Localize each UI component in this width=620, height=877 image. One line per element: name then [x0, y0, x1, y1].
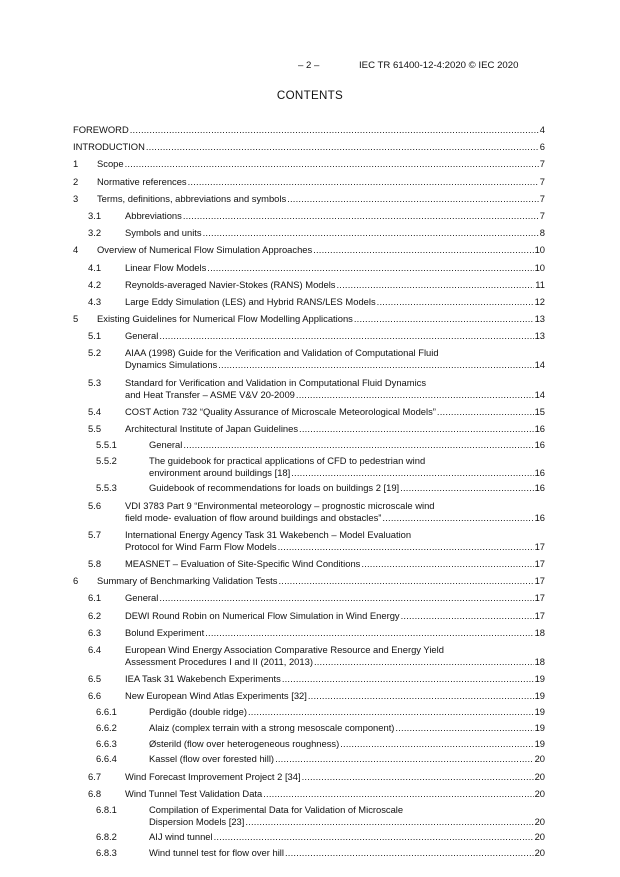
- toc-entry-text: [125, 330, 545, 342]
- toc-entry-text: [149, 831, 545, 843]
- dot-leader: [146, 141, 539, 153]
- toc-entry-page: 13: [534, 313, 545, 325]
- toc-entry-number: 5.8: [88, 557, 102, 569]
- toc-entry-title: Symbols and units: [125, 227, 202, 239]
- toc-entry-page: 16: [534, 482, 545, 494]
- toc-entry-number: 5.5.1: [96, 438, 117, 450]
- toc-entry[interactable]: [73, 788, 545, 800]
- toc-entry-text: [125, 500, 545, 524]
- toc-entry-title: FOREWORD: [73, 124, 129, 135]
- toc-entry-number: 6.8.2: [96, 831, 117, 843]
- toc-entry-page: 16: [534, 466, 545, 478]
- toc-entry-number: 6.5: [88, 673, 102, 685]
- toc-entry-page: 6: [539, 141, 545, 153]
- toc-entry-text: [149, 439, 545, 451]
- toc-entry[interactable]: [73, 847, 545, 859]
- toc-entry-page: 17: [534, 540, 545, 552]
- toc-entry-page: 7: [539, 158, 545, 170]
- toc-entry-title-continued: Dynamics Simulations: [125, 359, 218, 371]
- toc-entry-text: [97, 575, 545, 587]
- toc-entry[interactable]: [73, 193, 545, 205]
- toc-entry-number: 3: [73, 192, 79, 204]
- toc-entry-title: Scope: [97, 158, 124, 170]
- toc-entry-page: 17: [534, 557, 545, 569]
- dot-leader: [400, 482, 533, 494]
- toc-entry-title: Summary of Benchmarking Validation Tests: [97, 575, 278, 587]
- toc-entry[interactable]: [73, 575, 545, 587]
- toc-entry-title: VDI 3783 Part 9 “Environmental meteorology – prognostic microscale wind: [125, 499, 435, 511]
- toc-entry-title: Existing Guidelines for Numerical Flow Modelling Applications: [97, 313, 353, 325]
- toc-entry-text: [149, 738, 545, 750]
- toc-entry-number: 6.7: [88, 770, 102, 782]
- toc-entry[interactable]: [73, 439, 545, 451]
- toc-entry[interactable]: [73, 406, 545, 418]
- toc-entry-text: [125, 627, 545, 639]
- dot-leader: [205, 627, 533, 639]
- dot-leader: [287, 193, 539, 205]
- toc-entry[interactable]: [73, 627, 545, 639]
- toc-entry-text: [125, 558, 545, 570]
- toc-entry-text: [149, 455, 545, 479]
- toc-entry[interactable]: [73, 722, 545, 734]
- toc-entry[interactable]: [73, 831, 545, 843]
- toc-entry-text: [149, 804, 545, 828]
- dot-leader: [130, 124, 539, 136]
- toc-entry[interactable]: [73, 804, 545, 828]
- toc-entry-number: 6.4: [88, 643, 102, 655]
- toc-entry-number: 5.1: [88, 330, 102, 342]
- toc-entry[interactable]: [73, 482, 545, 494]
- dot-leader: [203, 227, 539, 239]
- toc-entry-number: 2: [73, 175, 79, 187]
- toc-entry-number: 5.5: [88, 423, 102, 434]
- toc-entry[interactable]: [73, 455, 545, 479]
- dot-leader: [159, 330, 533, 342]
- toc-entry-page: 20: [534, 753, 545, 765]
- toc-entry[interactable]: [73, 706, 545, 718]
- dot-leader: [263, 788, 533, 800]
- toc-entry-page: 10: [534, 244, 545, 256]
- dot-leader: [354, 313, 534, 325]
- toc-entry[interactable]: [73, 500, 545, 524]
- toc-entry-title: Perdigão (double ridge): [149, 706, 247, 718]
- toc-entry-page: 15: [534, 405, 545, 417]
- dot-leader: [183, 439, 533, 451]
- dot-leader: [337, 279, 535, 291]
- toc-entry-page: 20: [534, 815, 545, 827]
- dot-leader: [314, 656, 534, 668]
- toc-entry-title: Large Eddy Simulation (LES) and Hybrid RANS/LES Models: [125, 295, 376, 307]
- dot-leader: [218, 359, 533, 371]
- toc-entry-page: 7: [539, 192, 545, 204]
- toc-entry[interactable]: [73, 313, 545, 325]
- toc-entry-text: [125, 592, 545, 604]
- toc-entry-text: [97, 244, 545, 256]
- dot-leader: [296, 389, 534, 401]
- toc-entry-title: Wind tunnel test for flow over hill: [149, 847, 284, 859]
- toc-entry[interactable]: [73, 296, 545, 308]
- toc-entry[interactable]: [73, 262, 545, 274]
- toc-entry-title: General: [149, 438, 183, 450]
- toc-entry-title: Standard for Verification and Validation in Computational Fluid Dynamics: [125, 376, 427, 388]
- toc-entry-title: Architectural Institute of Japan Guidelines: [125, 423, 299, 434]
- toc-entry-title: Wind Forecast Improvement Project 2 [34]: [125, 770, 301, 782]
- dot-leader: [207, 262, 533, 274]
- toc-entry-text: [149, 706, 545, 718]
- toc-entry[interactable]: [73, 176, 545, 188]
- toc-entry[interactable]: [73, 377, 545, 401]
- toc-entry-title: Abbreviations: [125, 209, 182, 221]
- toc-entry-title: AIJ wind tunnel: [149, 831, 213, 843]
- toc-entry-text: [125, 262, 545, 274]
- toc-entry-text: [125, 673, 545, 685]
- toc-entry-page: 12: [534, 295, 545, 307]
- toc-entry-page: 7: [539, 175, 545, 187]
- dot-leader: [377, 296, 534, 308]
- toc-entry-text: [125, 771, 545, 783]
- toc-entry-title: Compilation of Experimental Data for Validation of Microscale: [149, 803, 404, 815]
- toc-entry-title: Alaiz (complex terrain with a strong mesoscale component): [149, 721, 395, 733]
- toc-entry-text: [125, 406, 545, 418]
- toc-entry-title: INTRODUCTION: [73, 141, 145, 153]
- toc-entry-title: General: [125, 592, 159, 604]
- toc-entry[interactable]: [73, 244, 545, 256]
- toc-entry-page: 16: [534, 438, 545, 450]
- toc-entry-page: 18: [534, 655, 545, 667]
- toc-entry-number: 5.5.2: [96, 454, 117, 466]
- toc-entry[interactable]: [73, 592, 545, 604]
- toc-entry-page: 19: [534, 721, 545, 733]
- toc-entry-page: 16: [534, 423, 545, 434]
- toc-entry-number: 5.6: [88, 499, 102, 511]
- dot-leader: [299, 423, 534, 435]
- toc-entry[interactable]: [73, 738, 545, 750]
- toc-entry[interactable]: [73, 529, 545, 553]
- dot-leader: [183, 210, 539, 222]
- dot-leader: [313, 244, 533, 256]
- toc-entry-number: 6.3: [88, 626, 102, 638]
- toc-entry-text: [73, 141, 545, 153]
- toc-entry-number: 6.6.3: [96, 737, 117, 749]
- toc-entry-number: 5.7: [88, 528, 102, 540]
- toc-entry-title: International Energy Agency Task 31 Wakebench – Model Evaluation: [125, 528, 412, 540]
- toc-entry-number: 1: [73, 158, 79, 170]
- toc-entry[interactable]: [73, 753, 545, 765]
- toc-entry-page: 17: [534, 592, 545, 604]
- toc-entry-title: Kassel (flow over forested hill): [149, 753, 275, 765]
- dot-leader: [291, 467, 533, 479]
- toc-entry[interactable]: [73, 423, 545, 435]
- toc-entry-text: [125, 423, 545, 435]
- dot-leader: [401, 610, 534, 622]
- toc-entry-page: 19: [534, 706, 545, 718]
- toc-entry-text: [97, 176, 545, 188]
- toc-entry-number: 6.6.2: [96, 721, 117, 733]
- toc-entry[interactable]: [73, 690, 545, 702]
- toc-entry-title: Wind Tunnel Test Validation Data: [125, 787, 263, 799]
- toc-entry-page: 17: [534, 609, 545, 621]
- toc-entry-text: [125, 347, 545, 371]
- toc-entry-number: 5.4: [88, 405, 102, 417]
- dot-leader: [159, 592, 533, 604]
- document-reference: IEC TR 61400-12-4:2020 © IEC 2020: [359, 60, 519, 71]
- dot-leader: [282, 673, 534, 685]
- toc-entry-number: 6.8: [88, 787, 102, 799]
- dot-leader: [361, 558, 533, 570]
- toc-entry-text: [125, 610, 545, 622]
- toc-entry[interactable]: [73, 673, 545, 685]
- toc-entry-number: 3.2: [88, 227, 102, 239]
- toc-entry-page: 11: [535, 278, 545, 290]
- toc-entry-number: 3.1: [88, 209, 102, 221]
- toc-entry-number: 6: [73, 575, 79, 587]
- dot-leader: [382, 512, 533, 524]
- toc-entry-page: 13: [534, 330, 545, 342]
- dot-leader: [285, 847, 534, 859]
- toc-entry-page: 10: [534, 261, 545, 273]
- toc-entry-title: Reynolds-averaged Navier-Stokes (RANS) Models: [125, 278, 336, 290]
- toc-entry-title: General: [125, 330, 159, 342]
- toc-entry-number: 6.1: [88, 592, 102, 604]
- toc-entry-text: [125, 377, 545, 401]
- dot-leader: [275, 753, 534, 765]
- toc-entry-title-continued: Protocol for Wind Farm Flow Models: [125, 540, 277, 552]
- toc-entry-title: Østerild (flow over heterogeneous roughness): [149, 737, 340, 749]
- toc-entry[interactable]: [73, 610, 545, 622]
- contents-title: CONTENTS: [276, 89, 344, 102]
- toc-entry-text: [125, 279, 545, 291]
- toc-entry-text: [125, 227, 545, 239]
- toc-entry-title: COST Action 732 “Quality Assurance of Microscale Meteorological Models”: [125, 405, 436, 417]
- dot-leader: [214, 831, 534, 843]
- toc-entry-title-continued: environment around buildings [18]: [149, 466, 291, 478]
- toc-entry-number: 4: [73, 244, 79, 256]
- toc-entry-title: Normative references: [97, 175, 187, 187]
- toc-entry-text: [125, 690, 545, 702]
- toc-entry-page: 7: [539, 209, 545, 221]
- toc-entry[interactable]: [73, 347, 545, 371]
- toc-entry-number: 4.3: [88, 295, 102, 307]
- toc-entry-title: Linear Flow Models: [125, 261, 207, 273]
- toc-entry-text: [125, 210, 545, 222]
- toc-entry-text: [97, 158, 545, 170]
- toc-entry-text: [97, 193, 545, 205]
- toc-entry-title-continued: Assessment Procedures I and II (2011, 2013): [125, 655, 313, 667]
- toc-entry-number: 6.8.1: [96, 803, 117, 815]
- dot-leader: [437, 406, 534, 418]
- toc-entry-number: 5.2: [88, 347, 102, 359]
- toc-entry-title: Overview of Numerical Flow Simulation Approaches: [97, 244, 313, 256]
- toc-entry-text: [149, 482, 545, 494]
- page-number: – 2 –: [298, 60, 320, 71]
- toc-entry[interactable]: [73, 330, 545, 342]
- toc-entry-title: MEASNET – Evaluation of Site-Specific Wind Conditions: [125, 557, 361, 569]
- toc-entry-title: The guidebook for practical applications of CFD to pedestrian wind: [149, 454, 426, 466]
- toc-entry-page: 20: [534, 847, 545, 859]
- toc-entry-text: [149, 722, 545, 734]
- toc-entry-text: [97, 313, 545, 325]
- toc-entry-number: 4.1: [88, 261, 102, 273]
- toc-entry[interactable]: [73, 124, 545, 136]
- toc-entry[interactable]: [73, 158, 545, 170]
- toc-entry-page: 18: [534, 626, 545, 638]
- toc-entry-title-continued: Dispersion Models [23]: [149, 815, 245, 827]
- toc-entry-text: [149, 753, 545, 765]
- toc-entry-text: [125, 644, 545, 668]
- toc-entry-number: 6.8.3: [96, 847, 117, 859]
- toc-entry[interactable]: [73, 141, 545, 153]
- dot-leader: [308, 690, 534, 702]
- toc-entry-text: [125, 529, 545, 553]
- toc-entry-page: 20: [534, 787, 545, 799]
- toc-entry-number: 6.2: [88, 609, 102, 621]
- toc-entry-text: [149, 847, 545, 859]
- toc-entry[interactable]: [73, 558, 545, 570]
- toc-entry-number: 6.6: [88, 690, 102, 702]
- toc-entry-text: [73, 124, 545, 136]
- toc-entry-page: 4: [539, 124, 545, 135]
- toc-entry-number: 5: [73, 313, 79, 325]
- dot-leader: [278, 541, 534, 553]
- dot-leader: [245, 816, 533, 828]
- toc-entry[interactable]: [73, 644, 545, 668]
- toc-entry[interactable]: [73, 210, 545, 222]
- toc-entry-title: New European Wind Atlas Experiments [32]: [125, 690, 307, 702]
- toc-entry-text: [125, 788, 545, 800]
- toc-entry-page: 17: [534, 575, 545, 587]
- toc-entry-title: IEA Task 31 Wakebench Experiments: [125, 673, 281, 685]
- toc-entry-page: 14: [534, 388, 545, 400]
- dot-leader: [340, 738, 533, 750]
- toc-entry-page: 14: [534, 359, 545, 371]
- toc-entry-title-continued: and Heat Transfer – ASME V&V 20-2009: [125, 388, 295, 400]
- toc-entry-number: 6.6.4: [96, 753, 117, 765]
- toc-entry-page: 20: [534, 831, 545, 843]
- toc-entry-number: 5.5.3: [96, 482, 117, 494]
- toc-entry-title: Bolund Experiment: [125, 626, 205, 638]
- toc-entry-text: [125, 296, 545, 308]
- toc-entry-title: AIAA (1998) Guide for the Verification and Validation of Computational Fluid: [125, 347, 439, 359]
- dot-leader: [248, 706, 534, 718]
- toc-entry-title: Terms, definitions, abbreviations and symbols: [97, 192, 287, 204]
- table-of-contents: [73, 124, 545, 859]
- toc-entry[interactable]: [73, 227, 545, 239]
- toc-entry-page: 19: [534, 690, 545, 702]
- toc-entry-title: European Wind Energy Association Comparative Resource and Energy Yield: [125, 643, 444, 655]
- toc-entry[interactable]: [73, 279, 545, 291]
- dot-leader: [302, 771, 534, 783]
- dot-leader: [188, 176, 539, 188]
- dot-leader: [125, 158, 539, 170]
- toc-entry-page: 19: [534, 673, 545, 685]
- toc-entry-title-continued: field mode- evaluation of flow around buildings and obstacles”: [125, 511, 382, 523]
- toc-entry-page: 19: [534, 737, 545, 749]
- dot-leader: [278, 575, 533, 587]
- toc-entry-number: 6.6.1: [96, 706, 117, 718]
- toc-entry[interactable]: [73, 771, 545, 783]
- page-header: [0, 60, 620, 74]
- toc-entry-number: 4.2: [88, 278, 102, 290]
- toc-entry-title: Guidebook of recommendations for loads on buildings 2 [19]: [149, 482, 400, 494]
- toc-entry-number: 5.3: [88, 376, 102, 388]
- toc-entry-page: 16: [534, 511, 545, 523]
- toc-entry-page: 8: [539, 227, 545, 239]
- toc-entry-page: 20: [534, 770, 545, 782]
- dot-leader: [395, 722, 533, 734]
- toc-entry-title: DEWI Round Robin on Numerical Flow Simulation in Wind Energy: [125, 609, 400, 621]
